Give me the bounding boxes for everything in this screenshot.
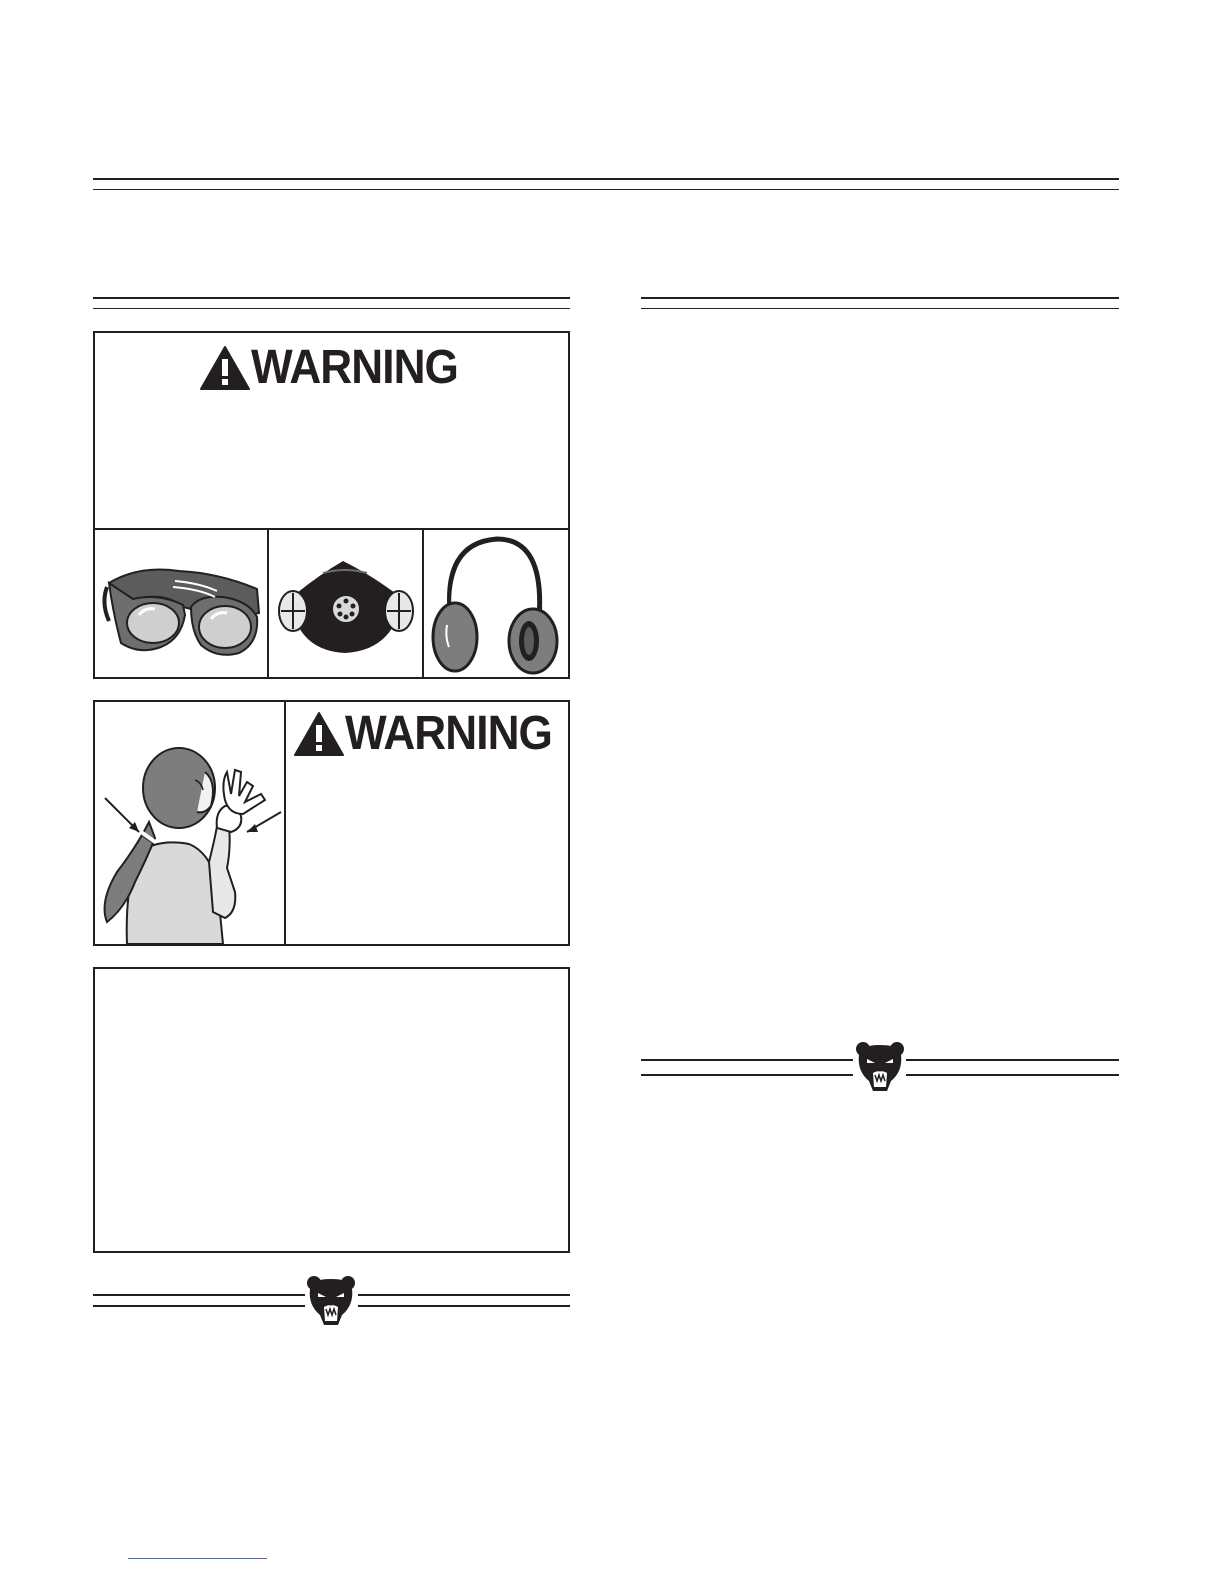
- bear-head-logo-icon: [306, 1275, 356, 1332]
- warning-signal-word: WARNING: [345, 707, 552, 760]
- left-section-rule-top: [93, 297, 570, 299]
- warning-triangle-icon: [293, 711, 345, 757]
- right-section-rule-bottom: [641, 308, 1119, 309]
- right-footer-rule-bottom-left: [641, 1074, 853, 1076]
- right-footer-rule-top-right: [906, 1059, 1119, 1061]
- tied-back-hair-no-jewelry-illustration: [97, 742, 283, 949]
- clothing-cell-divider: [284, 702, 286, 944]
- clothing-warning-header: [293, 707, 570, 760]
- safety-glasses-icon: [99, 543, 263, 674]
- left-section-rule-bottom: [93, 308, 570, 309]
- clothing-warning-box: [93, 700, 570, 946]
- left-footer-rule-top-left: [93, 1294, 305, 1296]
- dust-mask-icon: [273, 555, 419, 664]
- header-rule-bottom: [93, 189, 1119, 190]
- right-footer-rule-top-left: [641, 1059, 853, 1061]
- ppe-divider: [95, 528, 568, 530]
- notice-box: [93, 967, 570, 1253]
- warning-triangle-icon: [199, 345, 251, 391]
- left-footer-rule-bottom-left: [93, 1305, 305, 1307]
- ear-muffs-icon: [429, 533, 565, 682]
- ppe-warning-box: [93, 331, 570, 679]
- footer-link-underline[interactable]: [128, 1558, 267, 1559]
- bear-head-logo-icon: [855, 1041, 905, 1098]
- left-footer-rule-bottom-right: [358, 1305, 570, 1307]
- ppe-cell-divider-2: [422, 529, 424, 677]
- header-rule-top: [93, 178, 1119, 180]
- right-footer-rule-bottom-right: [906, 1074, 1119, 1076]
- ppe-warning-header: [199, 341, 476, 394]
- warning-signal-word: WARNING: [251, 341, 458, 394]
- ppe-cell-divider-1: [267, 529, 269, 677]
- left-footer-rule-top-right: [358, 1294, 570, 1296]
- right-section-rule-top: [641, 297, 1119, 299]
